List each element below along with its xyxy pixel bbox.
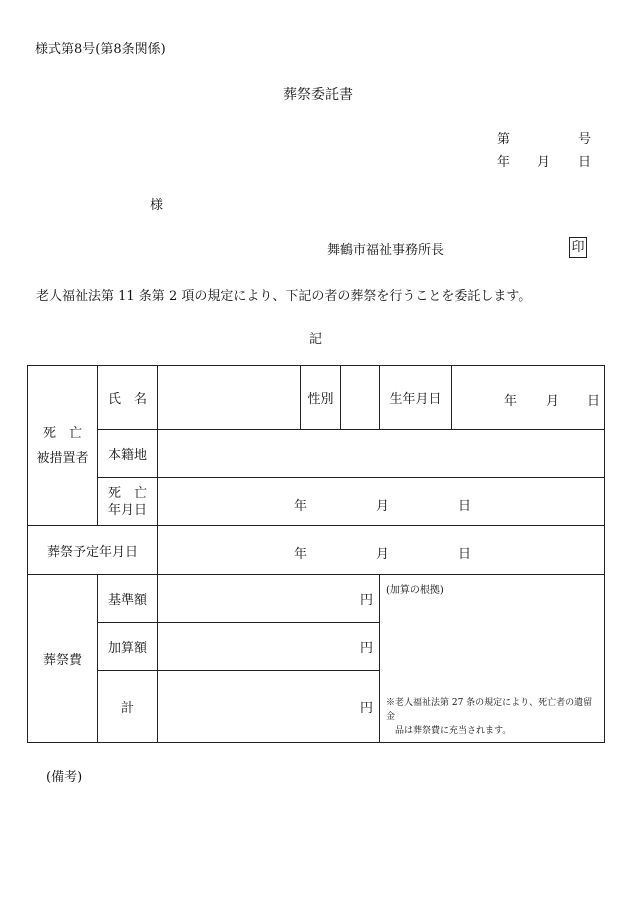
birth-month: 月 <box>546 394 560 409</box>
funeral-month: 月 <box>376 547 390 562</box>
domicile-label: 本籍地 <box>98 430 158 478</box>
funeral-day: 日 <box>458 547 472 562</box>
total-label: 計 <box>98 671 158 743</box>
death-year: 年 <box>294 499 308 514</box>
funeral-cost-label: 葬祭費 <box>28 575 98 743</box>
death-date-label <box>98 478 158 526</box>
ki-label: 記 <box>309 332 323 347</box>
birth-day: 日 <box>587 394 601 409</box>
name-label: 氏 名 <box>98 366 158 430</box>
leftover-property-note <box>386 696 598 738</box>
death-label-1: 死 亡 <box>107 485 147 501</box>
total-amount-field[interactable]: 円 <box>158 671 380 743</box>
domicile-field[interactable] <box>158 430 605 478</box>
remarks-label: (備考) <box>46 770 83 785</box>
issuer-name: 舞鶴市福祉事務所長 <box>327 243 445 258</box>
deceased-label-cell <box>28 366 98 526</box>
recipient-honorific: 様 <box>150 198 164 213</box>
birth-date-field[interactable] <box>452 366 605 430</box>
addition-amount-field[interactable]: 円 <box>158 623 380 671</box>
base-amount-label: 基準額 <box>98 575 158 623</box>
date-month: 月 <box>537 155 551 170</box>
date-day: 日 <box>578 155 592 170</box>
addition-basis-title: (加算の根拠) <box>386 585 444 596</box>
note-line-1: ※老人福祉法第 27 条の規定により、死亡者の遺留金 <box>386 698 593 722</box>
birth-label: 生年月日 <box>380 366 452 430</box>
form-number: 様式第8号(第8条関係) <box>35 42 166 57</box>
death-day: 日 <box>458 499 472 514</box>
deceased-label-1: 死 亡 <box>42 425 82 441</box>
death-month: 月 <box>376 499 390 514</box>
death-date-field[interactable] <box>158 478 605 526</box>
funeral-consignment-table <box>27 365 605 743</box>
base-amount-field[interactable]: 円 <box>158 575 380 623</box>
note-line-2: 品は葬祭費に充当されます。 <box>395 726 512 736</box>
sex-field[interactable] <box>341 366 380 430</box>
seal-box: 印 <box>569 237 587 258</box>
addition-amount-label: 加算額 <box>98 623 158 671</box>
birth-year: 年 <box>504 394 518 409</box>
body-text: 老人福祉法第 11 条第 2 項の規定により、下記の者の葬祭を行うことを委託します。 <box>36 289 532 304</box>
document-title: 葬祭委託書 <box>283 87 353 103</box>
doc-no-suffix: 号 <box>578 132 592 147</box>
name-field[interactable] <box>158 366 301 430</box>
death-label-2: 年月日 <box>107 502 147 518</box>
deceased-label-2: 被措置者 <box>36 450 89 466</box>
funeral-year: 年 <box>294 547 308 562</box>
addition-basis-cell[interactable] <box>380 575 605 743</box>
funeral-date-label: 葬祭予定年月日 <box>28 526 158 575</box>
funeral-date-field[interactable] <box>158 526 605 575</box>
date-year: 年 <box>497 155 511 170</box>
sex-label: 性別 <box>301 366 341 430</box>
doc-no-prefix: 第 <box>497 132 511 147</box>
